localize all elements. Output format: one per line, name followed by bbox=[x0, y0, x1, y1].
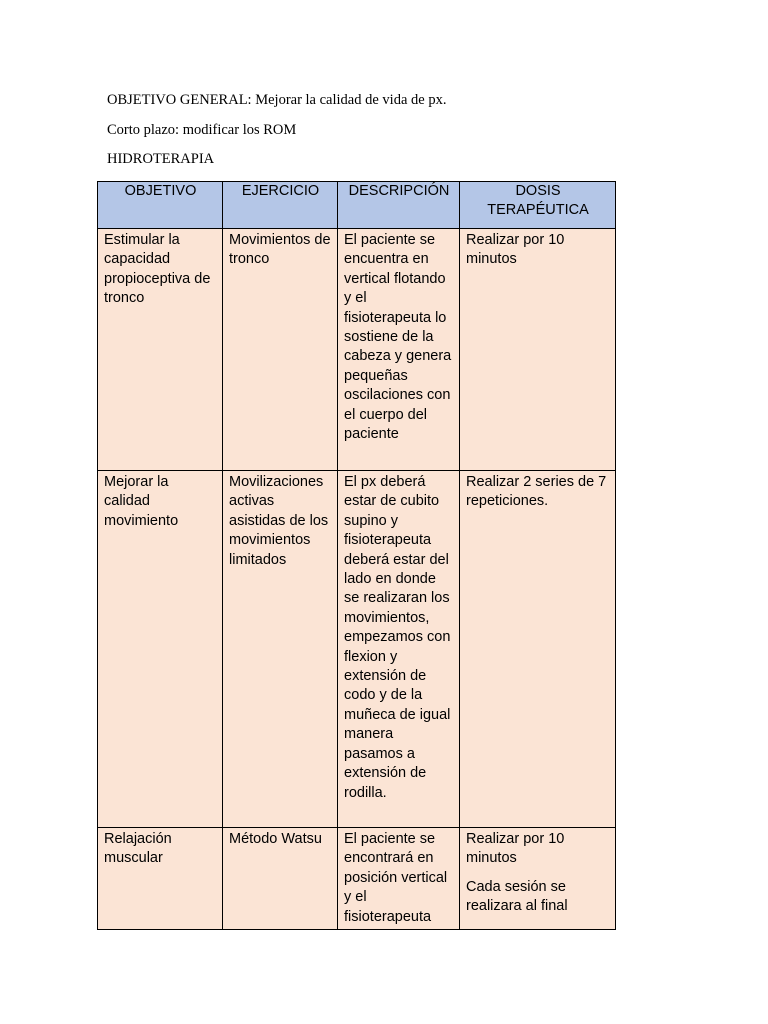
dosis-text: Realizar por 10 minutos bbox=[466, 232, 565, 268]
column-header: DESCRIPCIÓN bbox=[338, 182, 460, 229]
column-header: DOSIS TERAPÉUTICA bbox=[460, 182, 616, 229]
descripcion-cell: El paciente se encontrará en posición vertical y el fisioterapeuta bbox=[338, 828, 460, 930]
ejercicio-cell: Movimientos de tronco bbox=[223, 229, 338, 471]
table-row bbox=[98, 471, 616, 828]
dosis-cell bbox=[460, 471, 616, 828]
descripcion-cell: El paciente se encuentra en vertical flotando y el fisioterapeuta lo sostiene de la cabeza y genera pequeñas oscilaciones con el cuerpo del paciente bbox=[338, 229, 460, 471]
therapy-table bbox=[97, 181, 616, 930]
section-title: HIDROTERAPIA bbox=[107, 151, 215, 167]
dosis-note: Cada sesión se realizara al final bbox=[466, 878, 568, 915]
ejercicio-cell: Método Watsu bbox=[223, 828, 338, 930]
ejercicio-cell: Movilizaciones activas asistidas de los movimientos limitados bbox=[223, 471, 338, 828]
descripcion-cell: El px deberá estar de cubito supino y fisioterapeuta deberá estar del lado en donde se realizaran los movimientos, empezamos con flexion y extensión de codo y de la muñeca de igual manera pasamos a extensión de rodilla. bbox=[338, 471, 460, 828]
general-objective: OBJETIVO GENERAL: Mejorar la calidad de vida de px. bbox=[107, 92, 447, 108]
table-row bbox=[98, 828, 616, 930]
table-header-row bbox=[98, 182, 616, 229]
column-header: OBJETIVO bbox=[98, 182, 223, 229]
dosis-text: Realizar 2 series de 7 repeticiones. bbox=[466, 474, 607, 510]
objetivo-cell: Estimular la capacidad propioceptiva de tronco bbox=[98, 229, 223, 471]
table-row bbox=[98, 229, 616, 471]
objetivo-cell: Mejorar la calidad movimiento bbox=[98, 471, 223, 828]
dosis-cell bbox=[460, 229, 616, 471]
objetivo-cell: Relajación muscular bbox=[98, 828, 223, 930]
dosis-text: Realizar por 10 minutos bbox=[466, 831, 565, 867]
short-term-goal: Corto plazo: modificar los ROM bbox=[107, 122, 297, 138]
dosis-cell bbox=[460, 828, 616, 930]
column-header: EJERCICIO bbox=[223, 182, 338, 229]
